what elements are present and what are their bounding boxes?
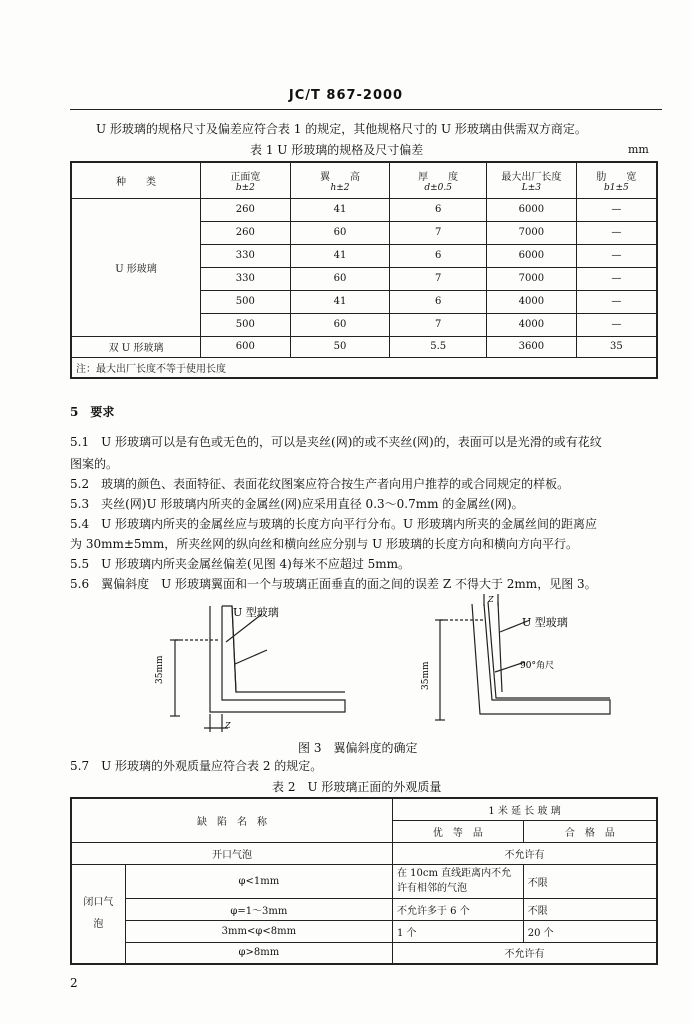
table1-unit: mm [628, 143, 649, 156]
clause-5-4-cont: 为 30mm±5mm，所夹丝网的纵向丝和横向丝应分别与 U 形玻璃的长度方向和横向方向平行。 [70, 537, 579, 551]
cell: — [576, 244, 657, 267]
clause-5-4: 5.4 U 形玻璃内所夹的金属丝应与玻璃的长度方向平行分布。U 形玻璃内所夹的金属丝间的距离应 [70, 517, 597, 531]
table1-header-kind [71, 162, 201, 198]
figure3-caption: 图 3 翼偏斜度的确定 [298, 741, 418, 755]
header-rule [70, 109, 662, 110]
table2-header-defect: 缺 陷 名 称 [71, 798, 393, 842]
table2-caption: 表 2 U 形玻璃正面的外观质量 [272, 780, 442, 794]
header-sub: h±2 [330, 182, 350, 193]
right-z-label: Z [488, 595, 494, 604]
left-glass-label: U 型玻璃 [233, 606, 279, 619]
clause-5-6: 5.6 翼偏斜度 U 形玻璃翼面和一个与玻璃正面垂直的面之间的误差 Z 不得大于 2mm，见图 3。 [70, 577, 597, 591]
cell: 不允许多于 6 个 [393, 898, 524, 920]
table-row [71, 336, 657, 357]
cell: 41 [290, 290, 390, 313]
table-row [71, 864, 657, 898]
cell: φ=1～3mm [125, 898, 392, 920]
cell: 60 [290, 313, 390, 336]
table-row [71, 198, 657, 221]
table1-header-length [487, 162, 577, 198]
cell: 7000 [487, 221, 577, 244]
header-label: 厚 度 [418, 171, 459, 183]
cell: 4000 [487, 290, 577, 313]
table1-header-row [71, 162, 657, 198]
cell: φ<1mm [125, 864, 392, 898]
cell: 6 [390, 198, 487, 221]
table1-note: 注：最大出厂长度不等于使用长度 [71, 357, 657, 378]
table-row [71, 942, 657, 964]
clause-5-1-cont: 图案的。 [70, 457, 119, 471]
cell: 3600 [487, 336, 577, 357]
cell: 35 [576, 336, 657, 357]
section5-title: 5 要求 [70, 405, 115, 419]
clause-5-1: 5.1 U 形玻璃可以是有色或无色的，可以是夹丝(网)的或不夹丝(网)的，表面可以是光滑的或有花纹 [70, 435, 602, 449]
cell: 不允许有 [393, 942, 658, 964]
cell: 500 [201, 290, 291, 313]
header-sub: d±0.5 [424, 182, 452, 193]
cell: 不限 [523, 898, 657, 920]
table1-header-rib [576, 162, 657, 198]
table2-open-value: 不允许有 [393, 842, 658, 864]
table1-group-u: U 形玻璃 [71, 198, 201, 336]
cell: 50 [290, 336, 390, 357]
header-label: 翼 高 [320, 171, 360, 183]
cell: 1 个 [393, 920, 524, 942]
clause-5-5: 5.5 U 形玻璃内所夹金属丝偏差(见图 4)每米不应超过 5mm。 [70, 557, 411, 571]
intro-line: U 形玻璃的规格尺寸及偏差应符合表 1 的规定，其他规格尺寸的 U 形玻璃由供需双方商定。 [96, 122, 587, 136]
cell: 60 [290, 267, 390, 290]
right-square-label: 90°角尺 [520, 661, 554, 671]
table2-open-bubble: 开口气泡 [71, 842, 393, 864]
cell: 60 [290, 221, 390, 244]
cell: 5.5 [390, 336, 487, 357]
header-sub: L±3 [521, 182, 541, 193]
cell: 500 [201, 313, 291, 336]
cell: 330 [201, 244, 291, 267]
header-sub: b1±5 [603, 182, 629, 193]
cell: — [576, 290, 657, 313]
cell: 7 [390, 267, 487, 290]
cell: 20 个 [523, 920, 657, 942]
cell: 不限 [523, 864, 657, 898]
right-dim-label: 35mm [421, 661, 431, 690]
page-number: 2 [70, 976, 78, 990]
cell: 41 [290, 198, 390, 221]
cell: 6000 [487, 198, 577, 221]
left-z-label: Z [225, 721, 231, 730]
cell: 在 10cm 直线距离内不允许有相邻的气泡 [393, 864, 524, 898]
cell: 6 [390, 244, 487, 267]
table-row [71, 898, 657, 920]
header-label: 种 类 [116, 176, 156, 188]
cell: 4000 [487, 313, 577, 336]
cell: 6000 [487, 244, 577, 267]
header-label: 正面宽 [230, 171, 261, 183]
right-glass-label: U 型玻璃 [522, 616, 568, 629]
cell: 7 [390, 313, 487, 336]
document-code: JC/T 867-2000 [288, 88, 404, 103]
cell: 7000 [487, 267, 577, 290]
cell: 双 U 形玻璃 [71, 336, 201, 357]
table1-header-thickness [390, 162, 487, 198]
cell: 3mm<φ<8mm [125, 920, 392, 942]
header-label: 肋 宽 [596, 171, 637, 183]
table2 [70, 797, 658, 965]
table1-header-wing [290, 162, 390, 198]
left-dim-label: 35mm [155, 655, 165, 684]
clause-5-7: 5.7 U 形玻璃的外观质量应符合表 2 的规定。 [70, 759, 323, 773]
table2-header-good: 优 等 品 [393, 820, 524, 842]
table2-header-group: 1 米 延 长 玻 璃 [393, 798, 658, 820]
figure3-diagram [140, 592, 620, 736]
clause-5-3: 5.3 夹丝(网)U 形玻璃内所夹的金属丝(网)应采用直径 0.3～0.7mm 的金属丝(网)。 [70, 497, 524, 511]
table-row [71, 920, 657, 942]
cell: 330 [201, 267, 291, 290]
cell: φ>8mm [125, 942, 392, 964]
cell: 600 [201, 336, 291, 357]
cell: — [576, 267, 657, 290]
cell: — [576, 198, 657, 221]
header-label: 最大出厂长度 [501, 171, 562, 183]
cell: 6 [390, 290, 487, 313]
clause-5-2: 5.2 玻璃的颜色、表面特征、表面花纹图案应符合按生产者向用户推荐的或合同规定的样板。 [70, 477, 570, 491]
table2-header-pass: 合 格 品 [523, 820, 657, 842]
cell: — [576, 221, 657, 244]
cell: — [576, 313, 657, 336]
cell: 41 [290, 244, 390, 267]
table2-header-row [71, 798, 657, 820]
table-row [71, 842, 657, 864]
table1-note-row [71, 357, 657, 378]
cell: 7 [390, 221, 487, 244]
table1 [70, 161, 658, 379]
cell: 260 [201, 221, 291, 244]
table1-header-width [201, 162, 291, 198]
table1-caption: 表 1 U 形玻璃的规格及尺寸偏差 [250, 143, 424, 157]
table2-closed-group: 闭口气泡 [71, 864, 125, 964]
cell: 260 [201, 198, 291, 221]
header-sub: b±2 [235, 182, 255, 193]
